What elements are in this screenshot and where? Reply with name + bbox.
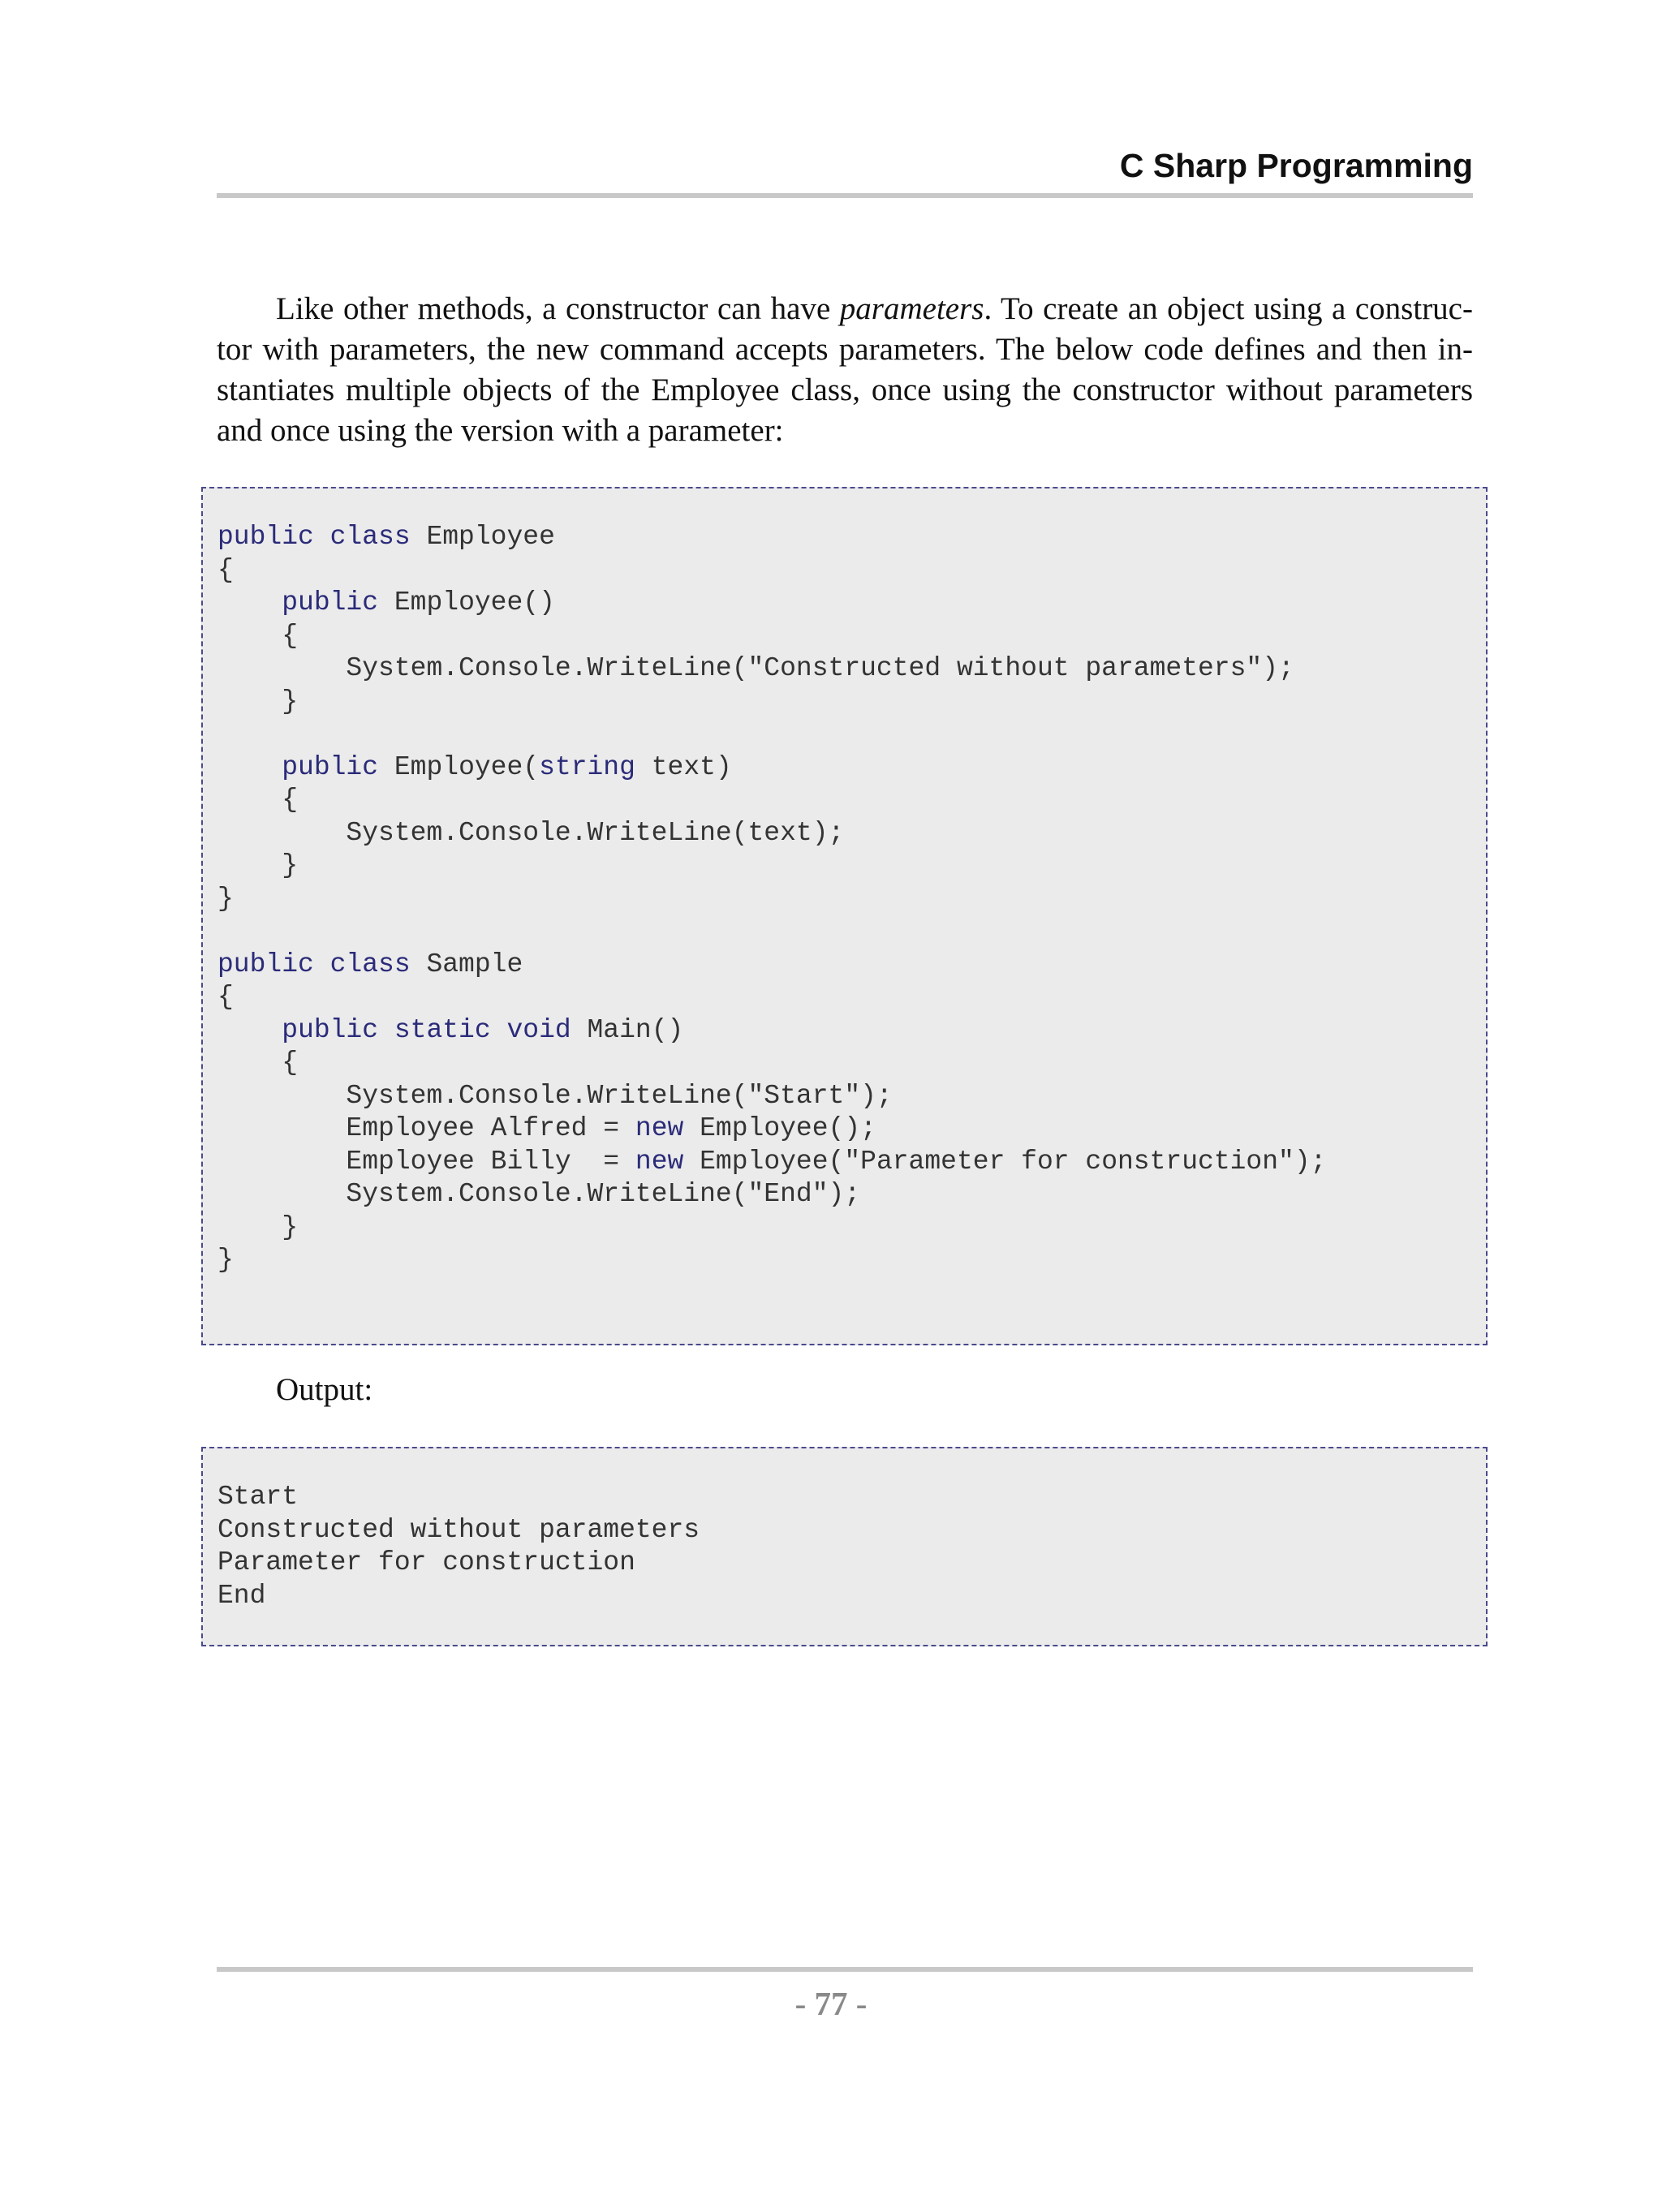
code-line: [203, 686, 1486, 719]
code-text: }: [217, 1245, 234, 1275]
intro-term: parameters: [839, 291, 984, 326]
output-line: End: [217, 1580, 266, 1611]
code-line: [203, 817, 1486, 850]
output-block: [201, 1447, 1488, 1646]
code-indent: [217, 752, 282, 782]
code-text: {: [217, 554, 234, 585]
code-text: Main(): [571, 1014, 684, 1045]
code-line: [203, 850, 1486, 883]
code-line: [203, 1112, 1486, 1146]
code-line: [203, 784, 1486, 817]
code-text: Employee(: [378, 751, 540, 782]
code-keyword: new: [635, 1146, 684, 1177]
code-line: [203, 883, 1486, 916]
code-text: {: [217, 785, 299, 815]
code-line: [203, 620, 1486, 653]
code-text: {: [217, 982, 234, 1012]
code-text: System.Console.WriteLine("Constructed without parameters");: [217, 653, 1294, 683]
code-keyword: new: [635, 1113, 684, 1143]
intro-paragraph: [217, 289, 1473, 451]
code-line: [203, 1047, 1486, 1080]
code-indent: [217, 587, 282, 618]
code-block: [201, 487, 1488, 1345]
code-keyword: string: [539, 751, 635, 782]
code-text: Employee: [410, 522, 555, 552]
page-number: - 77 -: [794, 1985, 868, 2022]
intro-text-before: Like other methods, a constructor can have: [276, 291, 840, 326]
code-text: System.Console.WriteLine(text);: [217, 817, 845, 848]
code-text: {: [217, 1048, 299, 1078]
code-line: [203, 521, 1486, 554]
code-line: [203, 1080, 1486, 1113]
output-line: Start: [217, 1482, 299, 1512]
code-line: [203, 1178, 1486, 1211]
code-line: [203, 981, 1486, 1014]
code-keyword: public class: [217, 522, 411, 552]
code-line: [203, 915, 1486, 949]
code-text: System.Console.WriteLine("Start");: [217, 1080, 893, 1111]
code-line: [203, 718, 1486, 751]
code-text: }: [217, 1211, 299, 1242]
code-indent: [217, 1015, 282, 1045]
code-text: Employee();: [683, 1113, 876, 1143]
code-text: text): [635, 751, 732, 782]
code-line: [203, 751, 1486, 785]
page-header: [217, 144, 1473, 198]
code-line: [203, 554, 1486, 587]
code-keyword: public: [282, 587, 379, 618]
code-line: [203, 1244, 1486, 1277]
output-line: Constructed without parameters: [217, 1514, 700, 1545]
code-keyword: public: [282, 751, 379, 782]
code-line: [203, 1014, 1486, 1048]
header-title: C Sharp Programming: [1119, 147, 1473, 184]
code-text: Sample: [410, 949, 523, 979]
code-text: Employee Billy =: [217, 1146, 635, 1177]
code-text: }: [217, 686, 299, 717]
output-label: Output:: [276, 1372, 373, 1407]
code-keyword: public static void: [282, 1014, 571, 1045]
code-keyword: public class: [217, 949, 411, 979]
code-text: Employee("Parameter for construction");: [683, 1146, 1327, 1177]
code-line: [203, 1211, 1486, 1245]
intro-text-after: . To create an object using a construc-tor with parameters, the new command accepts parameters. The below code defines and then in-stantiates multiple objects of the Employee class, once using the constructor without parameters and once using the version with a parameter:: [217, 291, 1473, 448]
code-text: System.Console.WriteLine("End");: [217, 1179, 861, 1209]
code-text: }: [217, 850, 299, 880]
code-line: [203, 949, 1486, 982]
code-line: [203, 1146, 1486, 1179]
code-line: [203, 587, 1486, 620]
code-text: Employee Alfred =: [217, 1113, 635, 1143]
code-line: [203, 652, 1486, 686]
code-text: {: [217, 620, 299, 651]
code-text: Employee(): [378, 587, 555, 618]
page-footer: [217, 1967, 1473, 1972]
code-text: }: [217, 883, 234, 914]
output-line: Parameter for construction: [217, 1547, 635, 1577]
